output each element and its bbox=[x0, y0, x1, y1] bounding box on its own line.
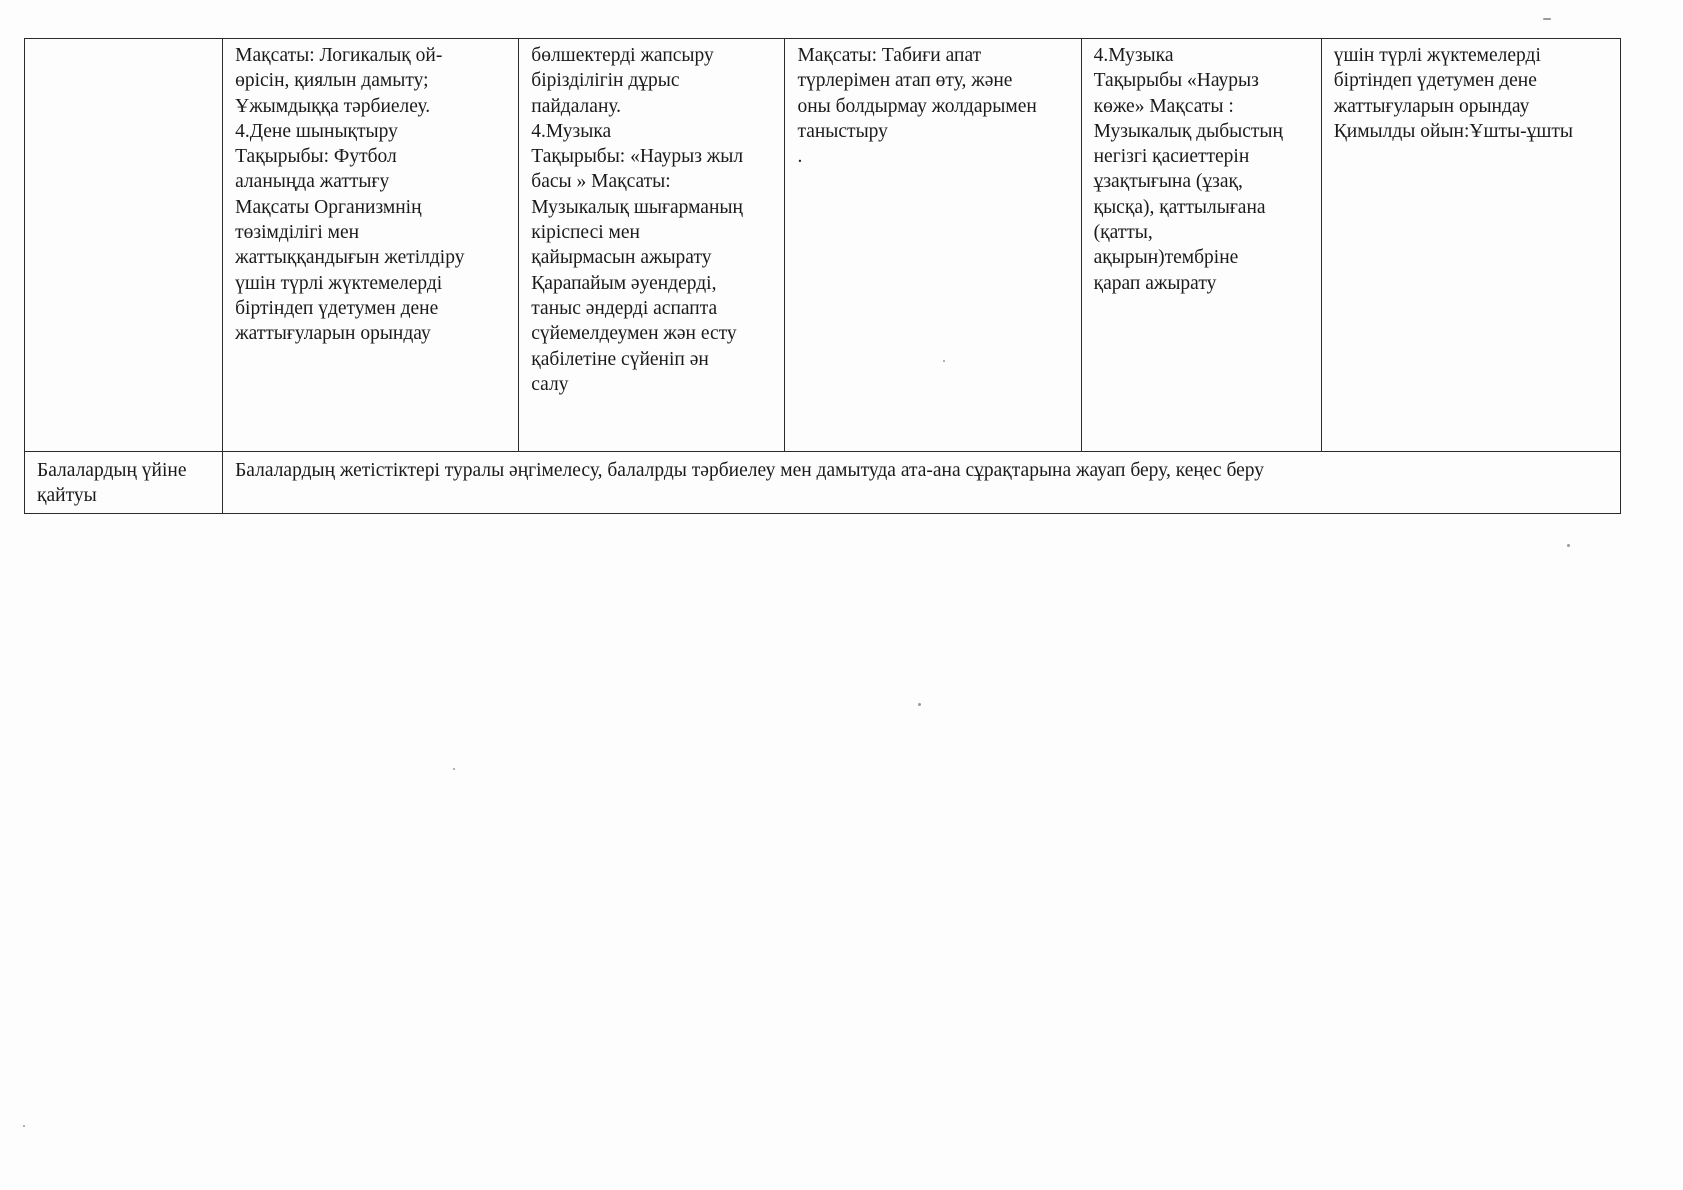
day-cell-2-text: бөлшектерді жапсыру бірізділігін дұрыс пайдалану. 4.Музыка Тақырыбы: «Наурыз жыл басы » Мақсаты: Музыкалық шығарманың кіріспесі мен қайырмасын ажырату Қарапайым әуендерді, таныс әндерді аспапта сүйемелдеумен жән есту қабілетіне сүйеніп ән салу bbox=[531, 45, 744, 395]
table-row-activities bbox=[25, 39, 1621, 452]
scan-speck bbox=[943, 360, 945, 362]
scan-speck bbox=[453, 768, 455, 770]
weekly-plan-table bbox=[24, 38, 1621, 514]
scan-speck bbox=[1543, 18, 1551, 20]
day-cell-3-text: Мақсаты: Табиғи апат түрлерімен атап өту, және оны болдырмау жолдарымен таныстыру . bbox=[797, 45, 1037, 168]
departure-label-text: Балалардың үйіне қайтуы bbox=[37, 460, 187, 507]
scan-speck bbox=[918, 703, 921, 706]
table-row-departure bbox=[25, 452, 1621, 514]
day-cell-1-text: Мақсаты: Логикалық ой- өрісін, қиялын дамыту; Ұжымдыққа тәрбиелеу. 4.Дене шынықтыру Тақырыбы: Футбол аланыңда жаттығу Мақсаты Организмнің төзімділігі мен жаттыққандығын жетілдіру үшін түрлі жүктемелерді біртіндеп үдетумен дене жаттығуларын орындау bbox=[235, 45, 465, 345]
departure-content-cell bbox=[223, 452, 1621, 514]
day-cell-5 bbox=[1321, 39, 1620, 452]
day-cell-5-text: үшін түрлі жүктемелерді біртіндеп үдетумен дене жаттығуларын орындау Қимылды ойын:Ұшты-ұшты bbox=[1333, 45, 1574, 142]
day-cell-4 bbox=[1081, 39, 1321, 452]
day-cell-4-text: 4.Музыка Тақырыбы «Наурыз көже» Мақсаты : Музыкалық дыбыстың негізгі қасиеттерін ұзақтығына (ұзақ, қысқа), қаттылығана (қатты, ақырын)тембріне қарап ажырату bbox=[1093, 45, 1283, 294]
row-label-cell bbox=[25, 39, 223, 452]
day-cell-1 bbox=[223, 39, 519, 452]
scan-speck bbox=[1567, 544, 1570, 547]
departure-content-text: Балалардың жетістіктері туралы әңгімелесу, балалрды тәрбиелеу мен дамытуда ата-ана сұрақтарына жауап беру, кеңес беру bbox=[235, 460, 1265, 481]
departure-label-cell bbox=[25, 452, 223, 514]
scan-speck bbox=[23, 1125, 25, 1127]
day-cell-2 bbox=[519, 39, 785, 452]
day-cell-3 bbox=[785, 39, 1081, 452]
